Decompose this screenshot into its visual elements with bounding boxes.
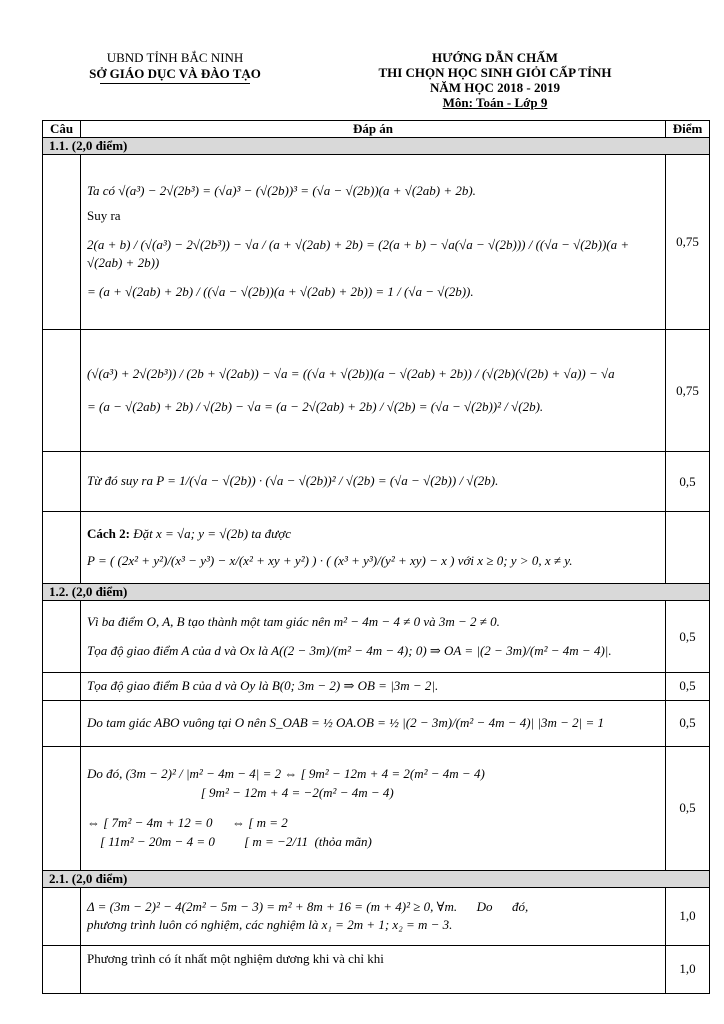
section-title: 1.1. (2,0 điểm) [43,138,710,155]
header-divider [100,83,250,84]
answer-cell [81,512,666,584]
answer-cell [81,155,666,330]
grading-table [42,120,710,994]
header-left [50,50,300,84]
answer-line: Tọa độ giao điểm A của d và Ox là A((2 − 3m)/(m² − 4m − 4); 0) ⇒ OA = |(2 − 3m)/(m² − 4m − 4)|. [87,642,612,658]
answer-cell [81,700,666,746]
header-right [330,50,660,110]
answer-line: [ 11m² − 20m − 4 = 0 [ m = −2/11 (thỏa mãn) [87,834,372,850]
table-row [43,330,710,452]
answer-line: Suy ra [87,207,121,223]
answer-line: = (a + √(2ab) + 2b) / ((√a − √(2b))(a + √(2ab) + 2b)) = 1 / (√a − √(2b)). [87,284,474,300]
table-row [43,700,710,746]
exam-name: THI CHỌN HỌC SINH GIỎI CẤP TỈNH [378,65,612,80]
answer-cell [81,601,666,673]
section-row [43,584,710,601]
answer-line: ⇔ [ 7m² − 4m + 12 = 0 ⇔ [ m = 2 [87,815,288,831]
answer-line: Ta có √(a³) − 2√(2b³) = (√a)³ − (√(2b))³ = (√a − √(2b))(a + √(2ab) + 2b). [87,182,476,198]
score-cell: 1,0 [666,945,710,993]
score-cell: 0,5 [666,601,710,673]
section-title: 1.2. (2,0 điểm) [43,584,710,601]
department-name: SỞ GIÁO DỤC VÀ ĐÀO TẠO [89,66,261,81]
col-header-diem: Điểm [666,121,710,138]
answer-cell [81,673,666,701]
score-cell: 0,5 [666,673,710,701]
answer-cell [81,887,666,945]
score-cell: 0,75 [666,330,710,452]
col-header-cau: Câu [43,121,81,138]
score-cell: 0,75 [666,155,710,330]
province-committee: UBND TỈNH BẮC NINH [106,50,244,65]
section-row [43,870,710,887]
answer-cell [81,452,666,512]
score-cell: 0,5 [666,452,710,512]
answer-cell [81,330,666,452]
table-row [43,746,710,870]
answer-line: Tọa độ giao điểm B của d và Oy là B(0; 3m − 2) ⇒ OB = |3m − 2|. [87,678,439,693]
section-title: 2.1. (2,0 điểm) [43,870,710,887]
method-label: Cách 2: [87,525,130,541]
answer-line: [ 9m² − 12m + 4 = −2(m² − 4m − 4) [87,784,394,800]
table-row [43,601,710,673]
school-year: NĂM HỌC 2018 - 2019 [430,80,560,95]
table-header-row [43,121,710,138]
score-cell: 0,5 [666,746,710,870]
table-row [43,945,710,993]
answer-line: phương trình luôn có nghiệm, các nghiệm là x₁ = 2m + 1; x₂ = m − 3. [87,917,453,933]
table-row [43,155,710,330]
doc-title: HƯỚNG DẪN CHẤM [432,50,558,65]
score-cell: 0,5 [666,700,710,746]
table-row [43,673,710,701]
answer-text: Đặt x = √a; y = √(2b) ta được [129,525,291,541]
answer-line [87,525,659,544]
answer-line: P = ( (2x² + y²)/(x³ − y³) − x/(x² + xy + y²) ) · ( (x³ + y³)/(y² + xy) − x ) với x ≥ 0; y > 0, x ≠ y. [87,552,573,568]
answer-line: Do đó, (3m − 2)² / |m² − 4m − 4| = 2 ⇔ [ 9m² − 12m + 4 = 2(m² − 4m − 4) [87,765,485,781]
answer-line: 2(a + b) / (√(a³) − 2√(2b³)) − √a / (a + √(2ab) + 2b) = (2(a + b) − √a(√a − √(2b))) / ((√a − √(2b))(a + √(2ab) + 2b)) [87,236,630,271]
answer-line: Δ = (3m − 2)² − 4(2m² − 5m − 3) = m² + 8m + 16 = (m + 4)² ≥ 0, ∀m. Do đó, [87,898,529,914]
col-header-dapan: Đáp án [81,121,666,138]
answer-line: = (a − √(2ab) + 2b) / √(2b) − √a = (a − 2√(2ab) + 2b) / √(2b) = (√a − √(2b))² / √(2b). [87,398,544,414]
table-row [43,452,710,512]
score-cell: 1,0 [666,887,710,945]
answer-line: Phương trình có ít nhất một nghiệm dương khi và chỉ khi [87,950,384,966]
answer-line: Từ đó suy ra P = 1/(√a − √(2b)) · (√a − √(2b))² / √(2b) = (√a − √(2b)) / √(2b). [87,473,499,489]
table-row [43,887,710,945]
subject: Môn: Toán - Lớp 9 [442,95,548,110]
section-row [43,138,710,155]
answer-cell [81,746,666,870]
answer-line: (√(a³) + 2√(2b³)) / (2b + √(2ab)) − √a = ((√a + √(2b))(a − √(2ab) + 2b)) / (√(2b)(√(2b) + √a)) − √a [87,365,615,381]
answer-line: Vì ba điểm O, A, B tạo thành một tam giác nên m² − 4m − 4 ≠ 0 và 3m − 2 ≠ 0. [87,613,500,629]
answer-cell [81,945,666,993]
answer-line: Do tam giác ABO vuông tại O nên S_OAB = ½ OA.OB = ½ |(2 − 3m)/(m² − 4m − 4)| |3m − 2| = 1 [87,714,604,730]
table-row [43,512,710,584]
